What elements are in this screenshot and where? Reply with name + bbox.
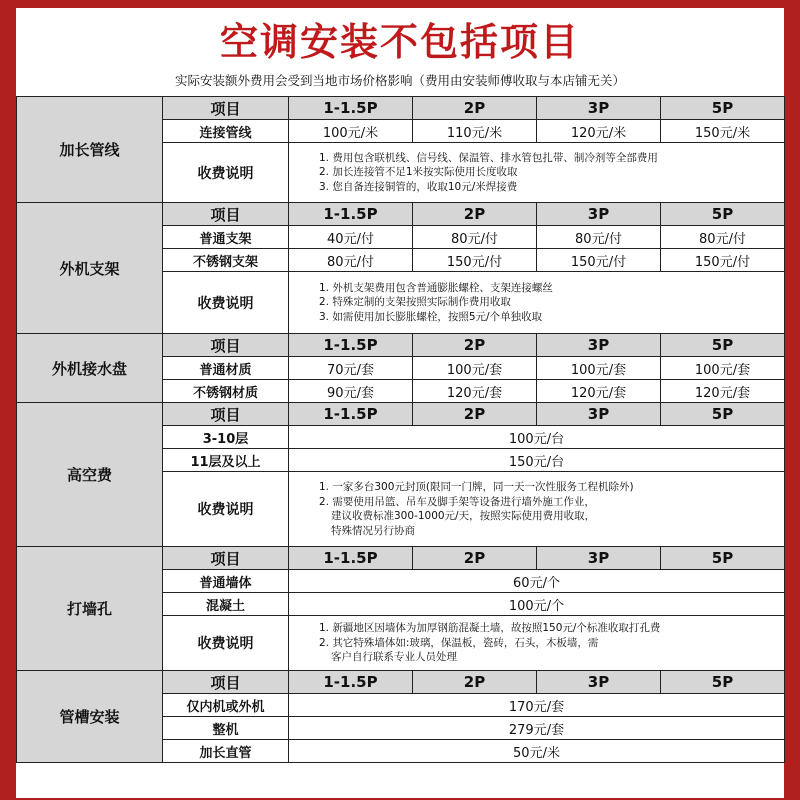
price-cell: 70元/套: [289, 357, 413, 380]
header-size: 1-1.5P: [289, 403, 413, 426]
price-cell: 150元/米: [661, 120, 785, 143]
table-header-row: [17, 671, 785, 694]
price-cell: 60元/个: [289, 570, 785, 593]
note-line: 1. 一家多台300元封顶(限同一门牌，同一天一次性服务工程机除外): [319, 481, 634, 493]
fee-table: [16, 96, 785, 763]
notes-cell: [289, 616, 785, 671]
header-size: 1-1.5P: [289, 203, 413, 226]
price-cell: 170元/套: [289, 694, 785, 717]
notes-cell: [289, 472, 785, 547]
header-size: 3P: [537, 334, 661, 357]
row-label: 3-10层: [163, 426, 289, 449]
page-subtitle: 实际安装额外费用会受到当地市场价格影响（费用由安装师傅收取与本店铺无关）: [174, 73, 625, 88]
category-cell: 加长管线: [17, 97, 163, 203]
price-cell: 150元/台: [289, 449, 785, 472]
price-cell: 150元/付: [413, 249, 537, 272]
category-cell: 打墙孔: [17, 547, 163, 671]
header-size: 1-1.5P: [289, 547, 413, 570]
price-cell: 80元/付: [289, 249, 413, 272]
price-cell: 50元/米: [289, 740, 785, 763]
header-item: 项目: [163, 334, 289, 357]
note-line: 3. 您自备连接铜管的，收取10元/米焊接费: [319, 180, 518, 193]
notes-cell: [289, 143, 785, 203]
header-size: 2P: [413, 334, 537, 357]
price-cell: 90元/套: [289, 380, 413, 403]
header-item: 项目: [163, 403, 289, 426]
note-line: 建议收费标准300-1000元/天，按照实际使用费用收取，: [331, 510, 596, 522]
row-label: 普通墙体: [163, 570, 289, 593]
price-cell: 150元/付: [661, 249, 785, 272]
price-cell: 40元/付: [289, 226, 413, 249]
header-size: 5P: [661, 203, 785, 226]
notes-label: 收费说明: [163, 272, 289, 334]
price-cell: 110元/米: [413, 120, 537, 143]
row-label: 仅内机或外机: [163, 694, 289, 717]
row-label: 普通支架: [163, 226, 289, 249]
category-cell: 外机支架: [17, 203, 163, 334]
header-size: 1-1.5P: [289, 334, 413, 357]
row-label: 混凝土: [163, 593, 289, 616]
price-cell: 100元/套: [537, 357, 661, 380]
note-line: 1. 费用包含联机线、信号线、保温管、排水管包扎带、制冷剂等全部费用: [319, 151, 658, 164]
category-cell: 外机接水盘: [17, 334, 163, 403]
price-sheet: [16, 8, 784, 798]
table-header-row: [17, 334, 785, 357]
note-line: 3. 如需使用加长膨胀螺栓，按照5元/个单独收取: [319, 310, 543, 323]
price-cell: 100元/米: [289, 120, 413, 143]
category-cell: 管槽安装: [17, 671, 163, 763]
header-size: 3P: [537, 671, 661, 694]
price-cell: 279元/套: [289, 717, 785, 740]
header-size: 3P: [537, 97, 661, 120]
table-header-row: [17, 403, 785, 426]
notes-label: 收费说明: [163, 143, 289, 203]
header-item: 项目: [163, 97, 289, 120]
row-label: 普通材质: [163, 357, 289, 380]
category-cell: 高空费: [17, 403, 163, 547]
header-size: 5P: [661, 403, 785, 426]
header-item: 项目: [163, 203, 289, 226]
header-size: 2P: [413, 403, 537, 426]
note-line: 2. 其它特殊墙体如:玻璃，保温板，瓷砖，石头，木板墙，需: [319, 636, 599, 649]
row-label: 11层及以上: [163, 449, 289, 472]
price-cell: 100元/套: [413, 357, 537, 380]
row-label: 加长直管: [163, 740, 289, 763]
notes-cell: [289, 272, 785, 334]
note-line: 1. 新疆地区因墙体为加厚钢筋混凝土墙，故按照150元/个标准收取打孔费: [319, 622, 661, 635]
header-size: 5P: [661, 97, 785, 120]
price-cell: 100元/台: [289, 426, 785, 449]
header-size: 2P: [413, 97, 537, 120]
note-line: 2. 加长连接管不足1米按实际使用长度收取: [319, 166, 518, 179]
note-line: 1. 外机支架费用包含普通膨胀螺栓、支架连接螺丝: [319, 281, 553, 294]
note-line: 客户自行联系专业人员处理: [331, 651, 457, 664]
header-size: 5P: [661, 671, 785, 694]
header-size: 3P: [537, 203, 661, 226]
note-line: 2. 需要使用吊篮、吊车及脚手架等设备进行墙外施工作业，: [319, 495, 595, 508]
price-cell: 120元/套: [537, 380, 661, 403]
price-cell: 100元/套: [661, 357, 785, 380]
header-size: 5P: [661, 547, 785, 570]
table-header-row: [17, 547, 785, 570]
header-size: 2P: [413, 547, 537, 570]
header-size: 1-1.5P: [289, 671, 413, 694]
header-item: 项目: [163, 547, 289, 570]
note-line: 特殊情况另行协商: [331, 524, 415, 537]
price-cell: 120元/套: [413, 380, 537, 403]
table-header-row: [17, 203, 785, 226]
row-label: 连接管线: [163, 120, 289, 143]
price-cell: 150元/付: [537, 249, 661, 272]
header-item: 项目: [163, 671, 289, 694]
notes-label: 收费说明: [163, 616, 289, 671]
header-size: 3P: [537, 403, 661, 426]
header-size: 5P: [661, 334, 785, 357]
header-size: 3P: [537, 547, 661, 570]
note-line: 2. 特殊定制的支架按照实际制作费用收取: [319, 296, 511, 309]
row-label: 不锈钢材质: [163, 380, 289, 403]
notes-label: 收费说明: [163, 472, 289, 547]
price-cell: 120元/米: [537, 120, 661, 143]
page-title: 空调安装不包括项目: [219, 20, 580, 64]
price-cell: 100元/个: [289, 593, 785, 616]
price-cell: 120元/套: [661, 380, 785, 403]
table-header-row: [17, 97, 785, 120]
row-label: 整机: [163, 717, 289, 740]
price-cell: 80元/付: [537, 226, 661, 249]
header-size: 2P: [413, 203, 537, 226]
header-size: 1-1.5P: [289, 97, 413, 120]
price-cell: 80元/付: [413, 226, 537, 249]
row-label: 不锈钢支架: [163, 249, 289, 272]
price-cell: 80元/付: [661, 226, 785, 249]
header-size: 2P: [413, 671, 537, 694]
